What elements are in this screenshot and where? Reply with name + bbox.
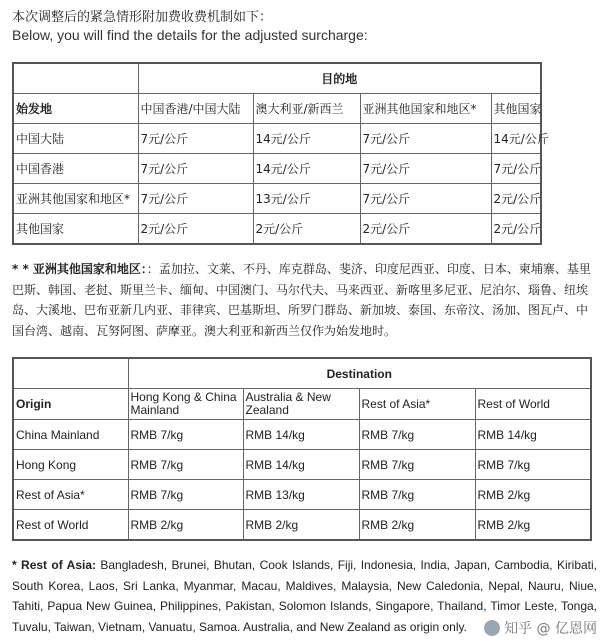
table-row — [13, 184, 541, 214]
table-cell: 7元/公斤 — [138, 184, 253, 214]
table-cell: 14元/公斤 — [491, 124, 541, 154]
table-cell: 14元/公斤 — [253, 124, 360, 154]
row-origin: 中国香港 — [13, 154, 138, 184]
table-cell: RMB 7/kg — [128, 450, 243, 480]
empty-corner-cell — [13, 63, 138, 94]
watermark-logo-icon — [484, 620, 500, 636]
table-header-row — [13, 63, 541, 94]
column-header: Rest of Asia* — [359, 389, 475, 420]
table-cell: 7元/公斤 — [138, 154, 253, 184]
table-cell: 7元/公斤 — [491, 154, 541, 184]
table-cell: RMB 2/kg — [128, 510, 243, 541]
table-cell: RMB 14/kg — [243, 420, 359, 450]
row-origin: China Mainland — [13, 420, 128, 450]
table-cell: RMB 7/kg — [359, 480, 475, 510]
column-header: Australia & New Zealand — [243, 389, 359, 420]
table-cell: RMB 2/kg — [359, 510, 475, 541]
table-cell: 13元/公斤 — [253, 184, 360, 214]
table-row — [13, 450, 591, 480]
table-cell: RMB 2/kg — [475, 510, 591, 541]
table-cell: RMB 14/kg — [243, 450, 359, 480]
table-cell: 7元/公斤 — [138, 124, 253, 154]
row-origin: 其他国家 — [13, 214, 138, 245]
table-cell: 2元/公斤 — [253, 214, 360, 245]
table-cell: RMB 14/kg — [475, 420, 591, 450]
table-cell: RMB 7/kg — [359, 420, 475, 450]
destination-header: 目的地 — [138, 63, 541, 94]
row-origin: Rest of World — [13, 510, 128, 541]
table-row — [13, 124, 541, 154]
table-cell: RMB 7/kg — [128, 480, 243, 510]
table-cell: 2元/公斤 — [360, 214, 491, 245]
table-row — [13, 480, 591, 510]
footnote-text: ：孟加拉、文莱、不丹、库克群岛、斐济、印度尼西亚、印度、日本、柬埔寨、基里巴斯、韩国、老挝、斯里兰卡、缅甸、中国澳门、马尔代夫、马来西亚、新喀里多尼亚、尼泊尔、瑙鲁、纽埃岛、大溪地、巴布亚新几内亚、菲律宾、巴基斯坦、所罗门群岛、新加坡、泰国、东帝汶、汤加、图瓦卢、中国台湾、越南、瓦努阿图、萨摩亚。澳大利亚和新西兰仅作为始发地时。 — [12, 262, 591, 338]
footnote-cn — [12, 259, 597, 341]
table-cell: 7元/公斤 — [360, 124, 491, 154]
table-cell: RMB 2/kg — [243, 510, 359, 541]
table-cell: 2元/公斤 — [491, 214, 541, 245]
column-header: Rest of World — [475, 389, 591, 420]
row-origin: 亚洲其他国家和地区* — [13, 184, 138, 214]
row-origin: Rest of Asia* — [13, 480, 128, 510]
table-row — [13, 214, 541, 245]
table-cell: 7元/公斤 — [360, 154, 491, 184]
column-header: 中国香港/中国大陆 — [138, 94, 253, 124]
row-origin: 中国大陆 — [13, 124, 138, 154]
table-row — [13, 510, 591, 541]
empty-corner-cell — [13, 358, 128, 389]
intro-en: Below, you will find the details for the adjusted surcharge: — [12, 27, 368, 43]
table-header-row — [13, 358, 591, 389]
table-header-row — [13, 94, 541, 124]
table-cell: RMB 7/kg — [128, 420, 243, 450]
column-header: 亚洲其他国家和地区* — [360, 94, 491, 124]
intro-cn: 本次调整后的紧急情形附加费收费机制如下： — [12, 10, 273, 25]
origin-header: 始发地 — [13, 94, 138, 124]
table-cell: RMB 13/kg — [243, 480, 359, 510]
footnote-label: * * 亚洲其他国家和地区： — [12, 262, 147, 276]
table-cell: 2元/公斤 — [138, 214, 253, 245]
table-header-row — [13, 389, 591, 420]
table-cell: 2元/公斤 — [491, 184, 541, 214]
origin-header: Origin — [13, 389, 128, 420]
surcharge-table-en — [12, 357, 592, 541]
table-cell: RMB 7/kg — [475, 450, 591, 480]
table-row — [13, 420, 591, 450]
footnote-label: * Rest of Asia: — [12, 558, 97, 572]
column-header: 其他国家 — [491, 94, 541, 124]
table-cell: RMB 7/kg — [359, 450, 475, 480]
column-header: Hong Kong & China Mainland — [128, 389, 243, 420]
destination-header: Destination — [128, 358, 591, 389]
table-cell: 14元/公斤 — [253, 154, 360, 184]
watermark-text: 知乎 @ 亿恩网 — [504, 621, 597, 637]
row-origin: Hong Kong — [13, 450, 128, 480]
surcharge-table-cn — [12, 62, 549, 245]
table-cell: 7元/公斤 — [360, 184, 491, 214]
watermark — [482, 618, 599, 638]
footnote-text: Bangladesh, Brunei, Bhutan, Cook Islands, Fiji, Indonesia, India, Japan, Cambodia, Kiribati, South Korea, Laos, Sri Lanka, Myanmar, Macau, Maldives, Malaysia, New Caledonia, Nepal, Nauru, Niue, Tahiti, Papua New Guinea, Philippines, Pakistan, Solomon Islands, Singapore, Thailand, Timor Leste, Tonga, Tuvalu, Taiwan, Vietnam, Vanuatu, Samoa. Australia, and New Zealand as origin only. — [12, 558, 598, 634]
column-header: 澳大利亚/新西兰 — [253, 94, 360, 124]
table-cell: RMB 2/kg — [475, 480, 591, 510]
table-row — [13, 154, 541, 184]
